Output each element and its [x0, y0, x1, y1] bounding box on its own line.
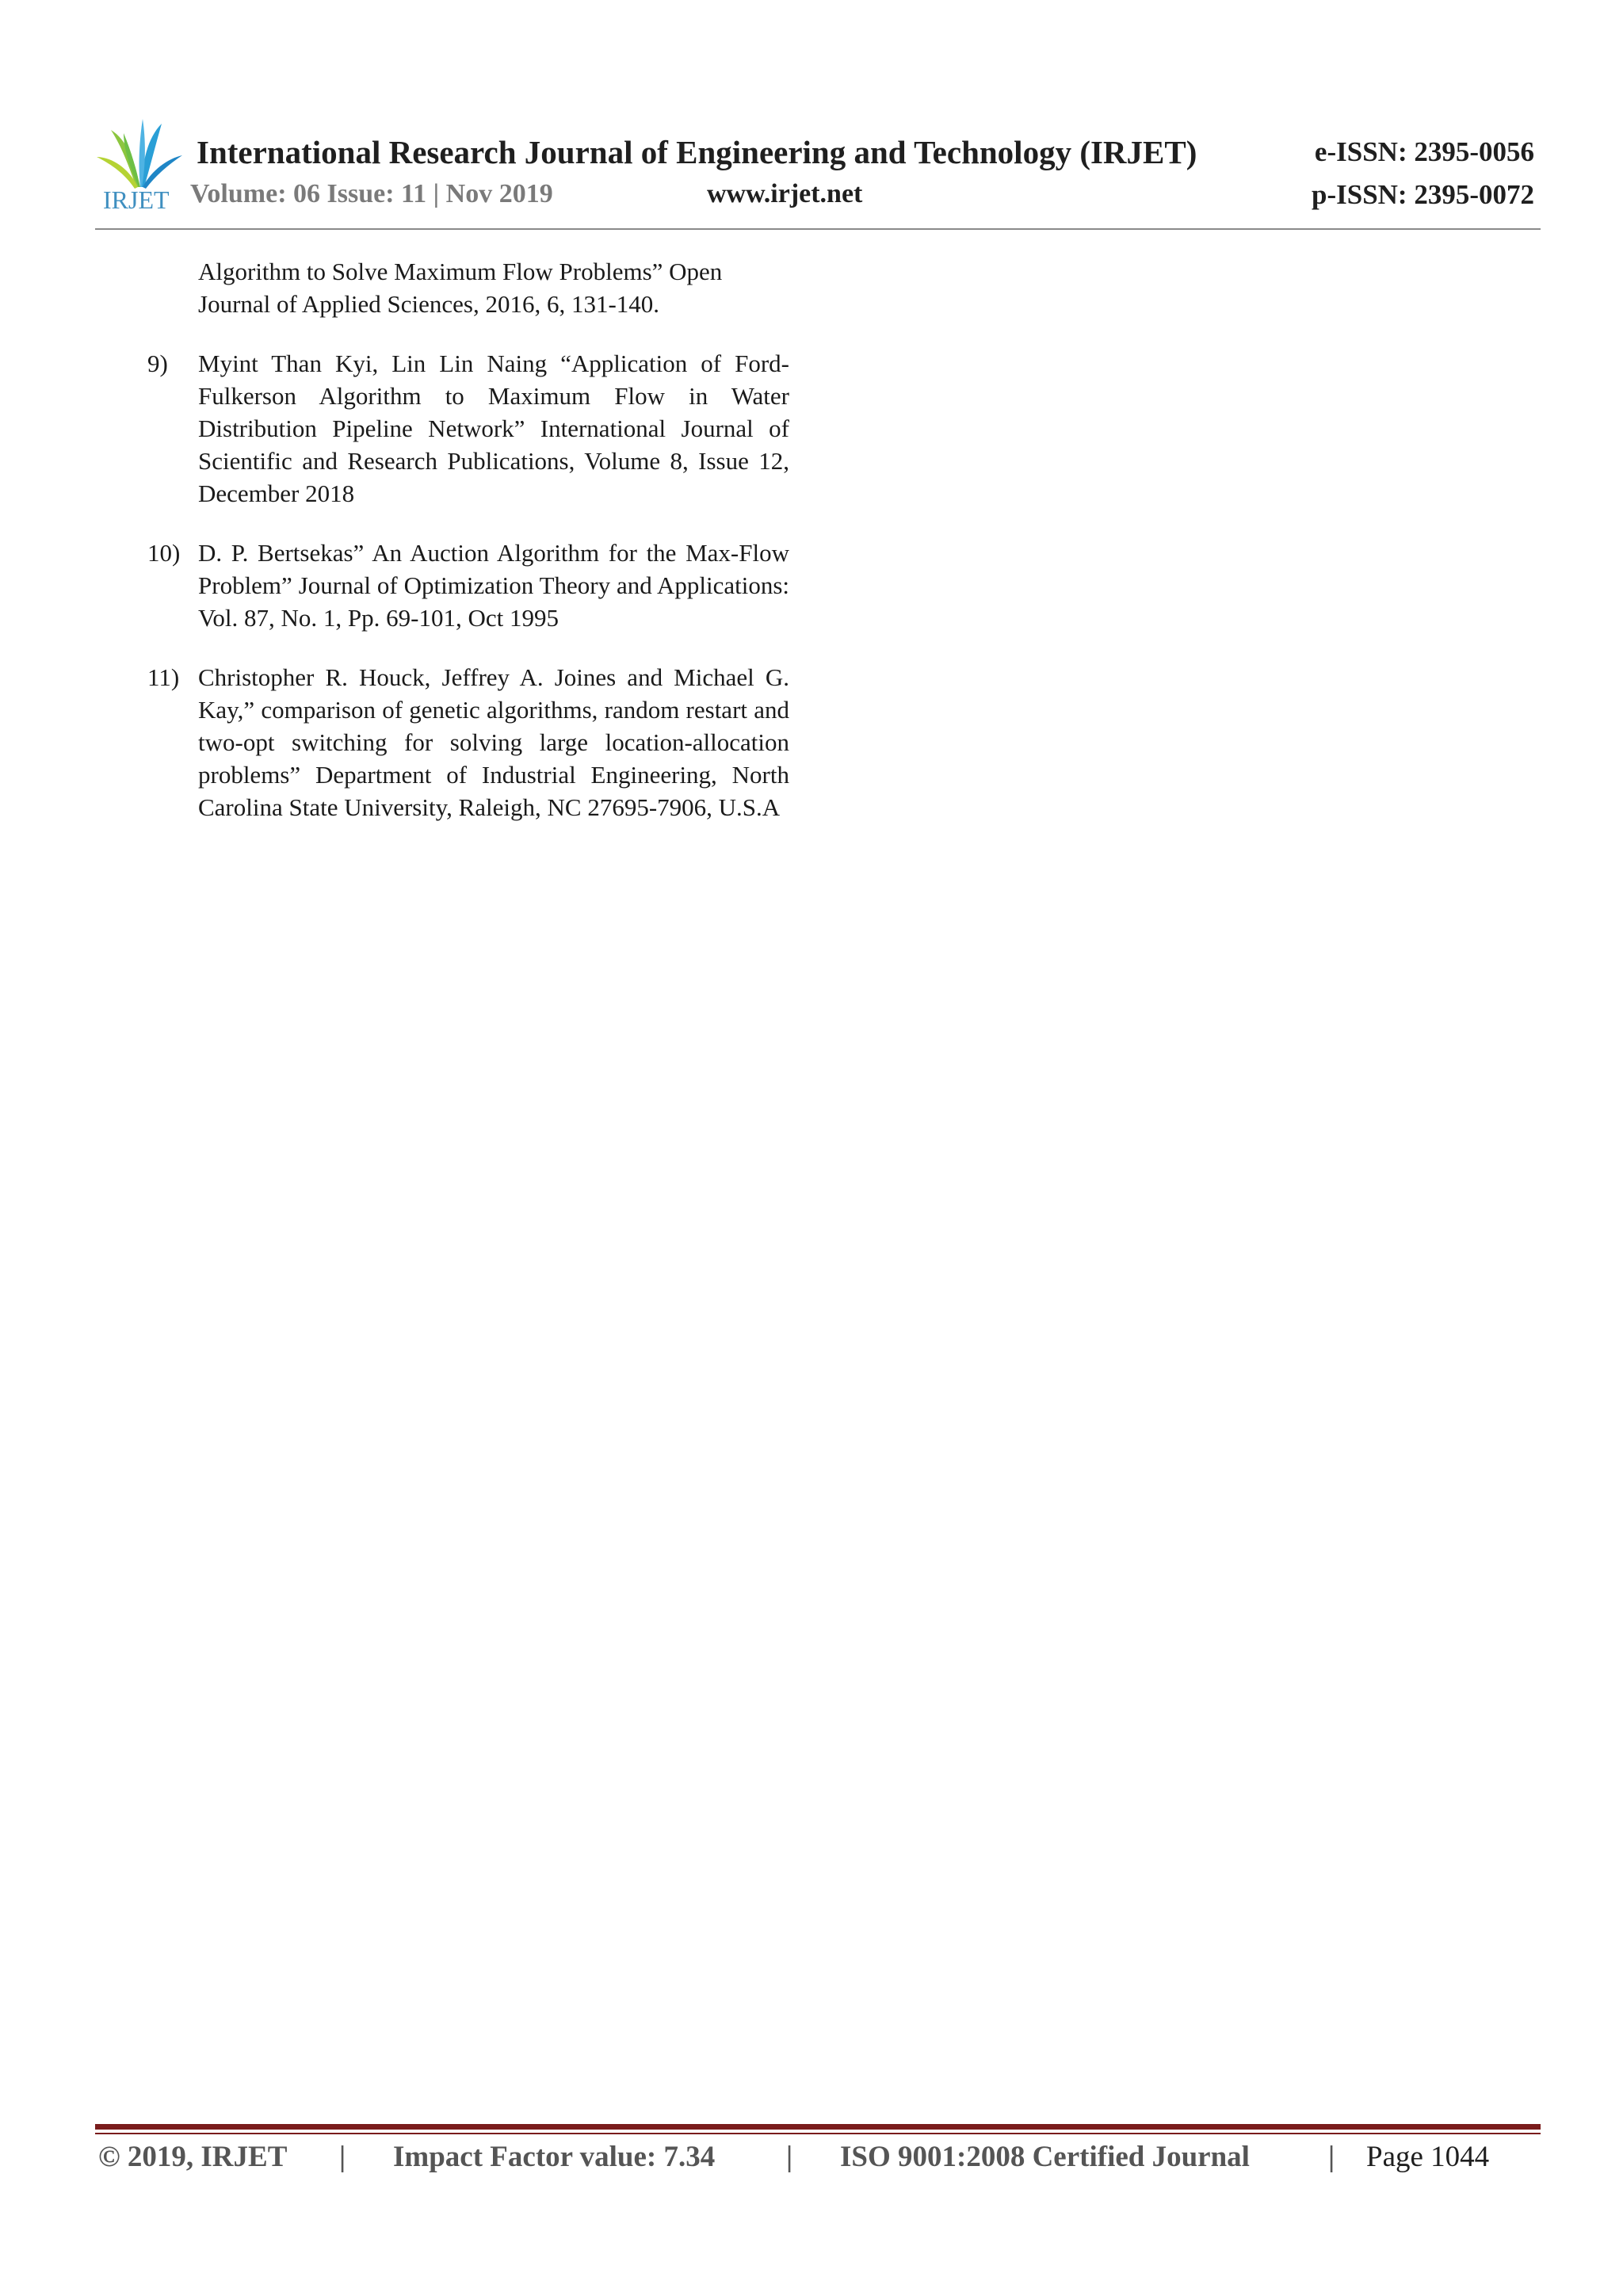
reference-text: Myint Than Kyi, Lin Lin Naing “Application of Ford-Fulkerson Algorithm to Maximum Flow in Water Distribution Pipeline Network” International Journal of Scientific and Research Publications, Volume 8, Issue 12, December 2018: [198, 350, 789, 507]
reference-continuation: Algorithm to Solve Maximum Flow Problems” Open Journal of Applied Sciences, 2016, 6, 131-140.: [198, 258, 723, 318]
footer-separator: |: [786, 2141, 793, 2173]
journal-title: International Research Journal of Engineering and Technology (IRJET): [197, 134, 1197, 170]
reference-text: Christopher R. Houck, Jeffrey A. Joines and Michael G. Kay,” comparison of genetic algorithms, random restart and two-opt switching for solving large location-allocation problems” Department of Industrial Engineering, North Carolina State University, Raleigh, NC 27695-7906, U.S.A: [198, 663, 789, 821]
footer-iso-certification: ISO 9001:2008 Certified Journal: [840, 2141, 1250, 2173]
footer-impact-factor: Impact Factor value: 7.34: [393, 2141, 716, 2173]
reference-item: [147, 347, 789, 510]
reference-item: [147, 661, 789, 823]
leaf-logo-icon: [95, 116, 184, 192]
p-issn: p-ISSN: 2395-0072: [1311, 179, 1534, 210]
irjet-logo: [95, 116, 184, 214]
volume-issue: Volume: 06 Issue: 11 | Nov 2019: [190, 179, 553, 208]
footer-divider-thin: [95, 2133, 1541, 2134]
header-divider: [95, 228, 1541, 230]
reference-number: 10): [147, 539, 181, 567]
reference-number: 11): [147, 663, 180, 691]
reference-number: 9): [147, 350, 168, 377]
footer-separator: |: [1328, 2141, 1335, 2173]
reference-item: [147, 537, 789, 634]
reference-list: [147, 255, 789, 850]
footer-separator: |: [339, 2141, 346, 2173]
logo-text: IRJET: [103, 185, 170, 214]
footer-divider-thick: [95, 2124, 1541, 2130]
footer-copyright: © 2019, IRJET: [98, 2141, 288, 2173]
journal-website-link[interactable]: www.irjet.net: [707, 179, 863, 208]
reference-text: D. P. Bertsekas” An Auction Algorithm for the Max-Flow Problem” Journal of Optimization Theory and Applications: Vol. 87, No. 1, Pp. 69-101, Oct 1995: [198, 539, 789, 632]
page-header: [95, 111, 1541, 230]
footer-page-number: Page 1044: [1366, 2141, 1490, 2173]
page-footer: [98, 2140, 1541, 2187]
e-issn: e-ISSN: 2395-0056: [1314, 136, 1534, 167]
